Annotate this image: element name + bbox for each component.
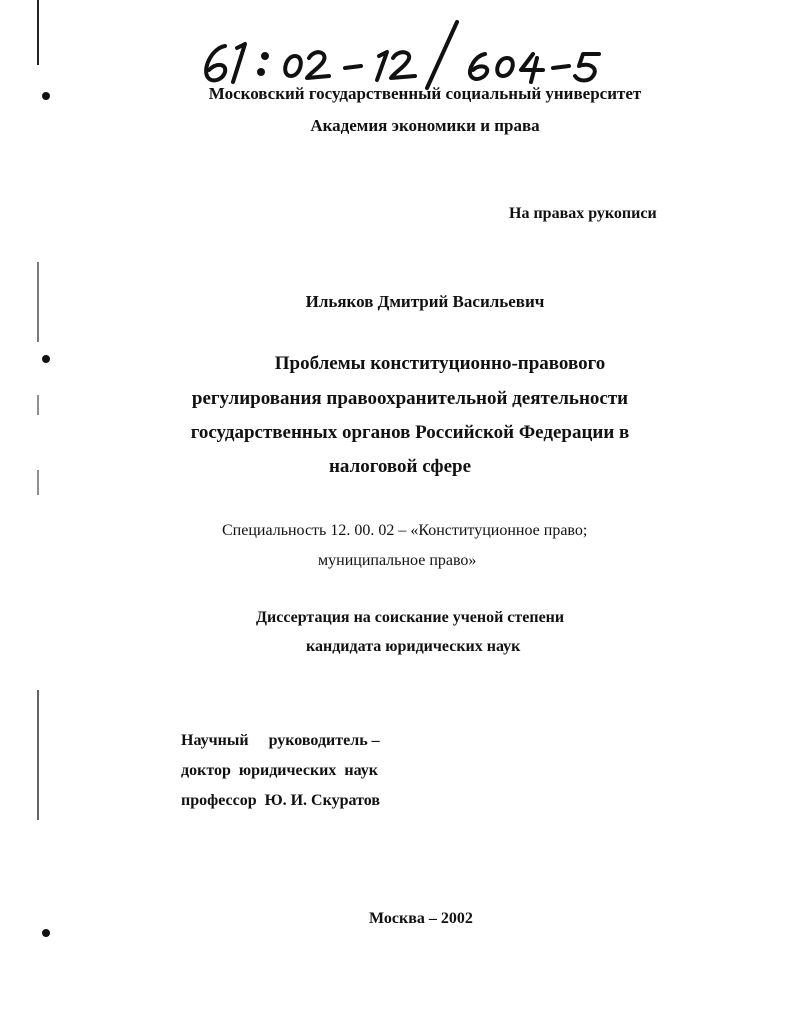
- dissertation-title-line: регулирования правоохранительной деятельности: [191, 388, 629, 409]
- punch-hole-mark: [42, 355, 50, 363]
- specialty-line: Специальность 12. 00. 02 – «Конституционное право;: [222, 522, 588, 539]
- supervisor-line: профессор Ю. И. Скуратов: [181, 792, 380, 809]
- university-name: Московский государственный социальный университет: [208, 84, 642, 103]
- punch-hole-mark: [42, 929, 50, 937]
- scan-edge-line: [37, 262, 39, 342]
- dissertation-degree-line: Диссертация на соискание ученой степени: [256, 609, 565, 626]
- scan-edge-line: [37, 690, 39, 820]
- scan-edge-line: [37, 470, 39, 495]
- place-year: Москва – 2002: [369, 910, 473, 927]
- dissertation-title-line: государственных органов Российской Федерации в: [190, 422, 630, 443]
- author-name: Ильяков Дмитрий Васильевич: [305, 292, 545, 311]
- supervisor-line: доктор юридических наук: [181, 762, 378, 779]
- handwritten-archive-code: [195, 18, 625, 90]
- scan-edge-line: [37, 395, 39, 415]
- punch-hole-mark: [42, 92, 50, 100]
- dissertation-title-line: налоговой сфере: [328, 456, 472, 477]
- specialty-line: муниципальное право»: [318, 552, 477, 569]
- dissertation-degree-line: кандидата юридических наук: [306, 638, 521, 655]
- scan-edge-line: [37, 0, 39, 65]
- manuscript-note: На правах рукописи: [509, 205, 657, 222]
- dissertation-title-line: Проблемы конституционно-правового: [274, 353, 606, 374]
- academy-name: Академия экономики и права: [310, 116, 540, 135]
- supervisor-line: Научный руководитель –: [181, 732, 380, 749]
